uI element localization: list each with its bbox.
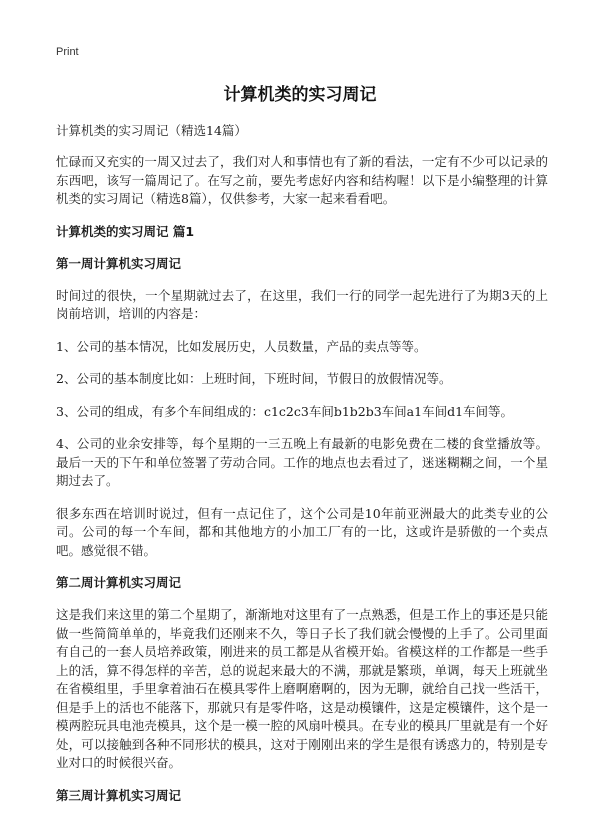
document-subtitle: 计算机类的实习周记（精选14篇） — [56, 123, 247, 138]
intro-paragraph: 忙碌而又充实的一周又过去了，我们对人和事情也有了新的看法，一定有不少可以记录的东西吧，该写一篇周记了。在写之前，要先考虑好内容和结构喔！以下是小编整理的计算机类的实习周记（精选8篇），仅供参考，大家一起来看看吧。 — [56, 154, 548, 206]
week2-heading: 第二周计算机实习周记 — [56, 575, 182, 590]
week1-paragraph: 很多东西在培训时说过，但有一点记住了，这个公司是10年前亚洲最大的此类专业的公司。公司的每一个车间，都和其他地方的小加工厂有的一比，这或许是骄傲的一个卖点吧。感觉很不错。 — [56, 505, 548, 558]
week1-paragraph: 1、公司的基本情况，比如发展历史，人员数量，产品的卖点等等。 — [56, 338, 427, 354]
week2-paragraph: 这是我们来这里的第二个星期了，渐渐地对这里有了一点熟悉，但是工作上的事还是只能做一些简简单单的，毕竟我们还刚来不久，等日子长了我们就会慢慢的上手了。公司里面有自己的一套人员培养政策，刚进来的员工都是从省模开始。省模这样的工作都是一些手上的活，算不得怎样的辛苦，总的说起来最大的不满，那就是繁琐，单调，每天上班就坐在省模组里，手里拿着油石在模具零件上磨啊磨啊的，因为无聊，就给自己找一些活干，但是手上的活也不能落下，那就只有是零件咯，这是动模镶件，这是定模镶件，这个是一模两腔玩具电池壳模具，这个是一模一腔的风扇叶模具。在专业的模具厂里就是有一个好处，可以接触到各种不同形状的模具，这对于刚刚出来的学生是很有诱惑力的，特别是专业对口的时候很兴奋。 — [56, 607, 548, 770]
document-body — [56, 122, 548, 819]
week1-paragraph: 4、公司的业余安排等，每个星期的一三五晚上有最新的电影免费在二楼的食堂播放等。最后一天的下午和单位签署了劳动合同。工作的地点也去看过了，迷迷糊糊之间，一个星期过去了。 — [56, 436, 548, 488]
week1-paragraph: 2、公司的基本制度比如：上班时间，下班时间，节假日的放假情况等。 — [56, 371, 452, 386]
week1-paragraph: 3、公司的组成，有多个车间组成的：c1c2c3车间b1b2b3车间a1车间d1车间等。 — [56, 403, 514, 419]
page-title: 计算机类的实习周记 — [223, 85, 377, 105]
print-link[interactable]: Print — [56, 46, 79, 58]
week3-heading: 第三周计算机实习周记 — [56, 787, 182, 803]
week1-heading: 第一周计算机实习周记 — [56, 255, 182, 271]
section-heading: 计算机类的实习周记 篇1 — [56, 223, 195, 239]
week1-paragraph: 时间过的很快，一个星期就过去了，在这里，我们一行的同学一起先进行了为期3天的上岗前培训，培训的内容是： — [56, 287, 548, 321]
